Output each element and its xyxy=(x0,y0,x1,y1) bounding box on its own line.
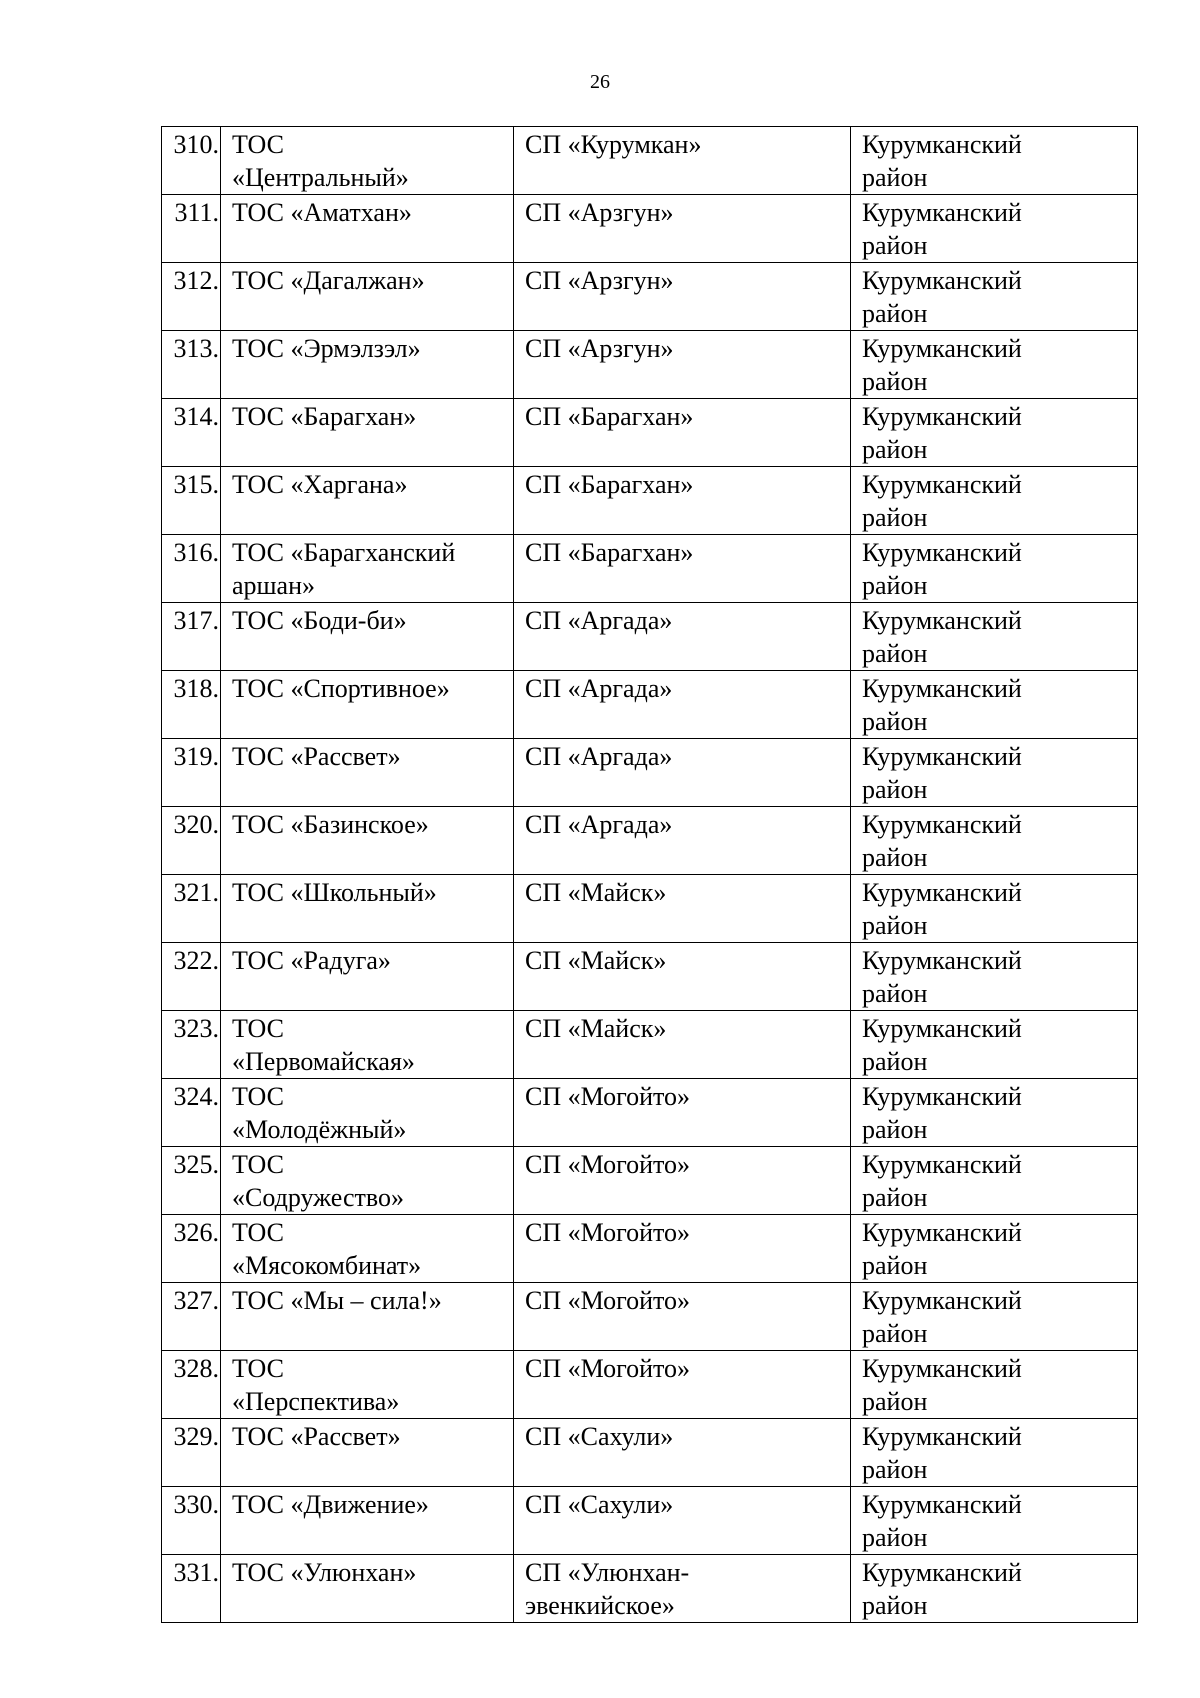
district-name-line: Курумканский xyxy=(862,198,1022,227)
settlement-name-cell xyxy=(514,1079,851,1147)
district-name-cell xyxy=(851,1147,1138,1215)
table-row xyxy=(162,1079,1138,1147)
district-name-cell xyxy=(851,195,1138,263)
settlement-name-line: СП «Курумкан» xyxy=(525,130,702,159)
district-name-line: Курумканский xyxy=(862,334,1022,363)
settlement-name-cell xyxy=(514,1011,851,1079)
row-number: 323. xyxy=(173,1014,219,1043)
tos-name-cell xyxy=(221,1487,514,1555)
settlement-name-cell xyxy=(514,943,851,1011)
tos-name-line: ТОС «Рассвет» xyxy=(232,742,401,771)
table-row xyxy=(162,807,1138,875)
settlement-name-line: СП «Могойто» xyxy=(525,1218,691,1247)
tos-name-cell xyxy=(221,467,514,535)
district-name-line: район xyxy=(862,231,928,260)
settlement-name-cell xyxy=(514,399,851,467)
row-number-cell xyxy=(162,603,221,671)
table-row xyxy=(162,1555,1138,1623)
table-row xyxy=(162,1283,1138,1351)
settlement-name-line: СП «Барагхан» xyxy=(525,538,694,567)
district-name-cell xyxy=(851,1351,1138,1419)
row-number-cell xyxy=(162,467,221,535)
settlement-name-line: СП «Могойто» xyxy=(525,1082,691,1111)
row-number-cell xyxy=(162,943,221,1011)
district-name-cell xyxy=(851,1555,1138,1623)
tos-name-line: ТОС xyxy=(232,1354,284,1383)
district-name-line: район xyxy=(862,1319,928,1348)
settlement-name-cell xyxy=(514,331,851,399)
row-number-cell xyxy=(162,1147,221,1215)
tos-name-cell xyxy=(221,1555,514,1623)
tos-name-line: ТОС xyxy=(232,1082,284,1111)
table-row xyxy=(162,535,1138,603)
district-name-line: Курумканский xyxy=(862,1218,1022,1247)
district-name-line: район xyxy=(862,299,928,328)
tos-name-cell xyxy=(221,127,514,195)
table-row xyxy=(162,739,1138,807)
settlement-name-line: СП «Аргада» xyxy=(525,810,673,839)
district-name-line: район xyxy=(862,911,928,940)
district-name-cell xyxy=(851,1419,1138,1487)
district-name-line: район xyxy=(862,1591,928,1620)
settlement-name-cell xyxy=(514,1419,851,1487)
district-name-line: район xyxy=(862,435,928,464)
settlement-name-line: СП «Барагхан» xyxy=(525,470,694,499)
settlement-name-line: СП «Сахули» xyxy=(525,1490,674,1519)
district-name-line: Курумканский xyxy=(862,878,1022,907)
row-number: 320. xyxy=(173,810,219,839)
district-name-line: район xyxy=(862,367,928,396)
tos-name-line: ТОС «Движение» xyxy=(232,1490,429,1519)
row-number-cell xyxy=(162,1011,221,1079)
row-number-cell xyxy=(162,1283,221,1351)
settlement-name-line: СП «Улюнхан- xyxy=(525,1558,690,1587)
row-number: 321. xyxy=(173,878,219,907)
tos-name-line: ТОС «Дагалжан» xyxy=(232,266,425,295)
district-name-cell xyxy=(851,1487,1138,1555)
row-number: 322. xyxy=(173,946,219,975)
district-name-cell xyxy=(851,739,1138,807)
settlement-name-cell xyxy=(514,195,851,263)
district-name-line: Курумканский xyxy=(862,1558,1022,1587)
tos-name-cell xyxy=(221,1011,514,1079)
tos-name-line: «Мясокомбинат» xyxy=(232,1251,422,1280)
tos-name-line: ТОС «Барагхан» xyxy=(232,402,417,431)
tos-name-line: «Центральный» xyxy=(232,163,409,192)
district-name-line: Курумканский xyxy=(862,1014,1022,1043)
tos-name-line: ТОС «Барагханский xyxy=(232,538,456,567)
district-name-line: район xyxy=(862,1455,928,1484)
district-name-cell xyxy=(851,127,1138,195)
district-name-line: район xyxy=(862,1047,928,1076)
tos-name-line: ТОС «Эрмэлзэл» xyxy=(232,334,421,363)
district-name-line: Курумканский xyxy=(862,130,1022,159)
settlement-name-line: СП «Майск» xyxy=(525,878,667,907)
district-name-line: Курумканский xyxy=(862,674,1022,703)
district-name-line: Курумканский xyxy=(862,1082,1022,1111)
settlement-name-line: СП «Аргада» xyxy=(525,606,673,635)
table-row xyxy=(162,1487,1138,1555)
settlement-name-cell xyxy=(514,807,851,875)
tos-name-cell xyxy=(221,195,514,263)
settlement-name-cell xyxy=(514,1555,851,1623)
row-number-cell xyxy=(162,875,221,943)
row-number-cell xyxy=(162,1419,221,1487)
tos-name-cell xyxy=(221,399,514,467)
district-name-cell xyxy=(851,263,1138,331)
row-number: 313. xyxy=(173,334,219,363)
settlement-name-cell xyxy=(514,1487,851,1555)
district-name-line: Курумканский xyxy=(862,538,1022,567)
tos-name-line: ТОС «Рассвет» xyxy=(232,1422,401,1451)
row-number: 317. xyxy=(173,606,219,635)
tos-name-line: ТОС «Школьный» xyxy=(232,878,437,907)
row-number: 328. xyxy=(173,1354,219,1383)
table-row xyxy=(162,671,1138,739)
table-row xyxy=(162,331,1138,399)
tos-name-cell xyxy=(221,1351,514,1419)
tos-name-cell xyxy=(221,875,514,943)
district-name-line: Курумканский xyxy=(862,1354,1022,1383)
row-number: 315. xyxy=(173,470,219,499)
settlement-name-cell xyxy=(514,1351,851,1419)
row-number-cell xyxy=(162,1487,221,1555)
district-name-line: Курумканский xyxy=(862,810,1022,839)
settlement-name-cell xyxy=(514,1147,851,1215)
district-name-line: Курумканский xyxy=(862,470,1022,499)
district-name-cell xyxy=(851,331,1138,399)
tos-name-line: «Содружество» xyxy=(232,1183,404,1212)
table-row xyxy=(162,875,1138,943)
district-name-line: Курумканский xyxy=(862,266,1022,295)
row-number: 311. xyxy=(174,198,219,227)
district-name-line: Курумканский xyxy=(862,742,1022,771)
settlement-name-line: СП «Арзгун» xyxy=(525,198,674,227)
tos-name-line: ТОС xyxy=(232,1014,284,1043)
row-number-cell xyxy=(162,263,221,331)
settlement-name-cell xyxy=(514,467,851,535)
settlement-name-cell xyxy=(514,263,851,331)
settlement-name-cell xyxy=(514,739,851,807)
district-name-line: Курумканский xyxy=(862,946,1022,975)
tos-name-line: ТОС «Боди-би» xyxy=(232,606,407,635)
tos-name-cell xyxy=(221,807,514,875)
table-row xyxy=(162,195,1138,263)
tos-name-line: аршан» xyxy=(232,571,316,600)
row-number: 316. xyxy=(173,538,219,567)
district-name-line: Курумканский xyxy=(862,402,1022,431)
district-name-line: Курумканский xyxy=(862,1422,1022,1451)
row-number-cell xyxy=(162,807,221,875)
settlement-name-line: СП «Майск» xyxy=(525,1014,667,1043)
row-number-cell xyxy=(162,1079,221,1147)
settlement-name-cell xyxy=(514,603,851,671)
district-name-line: район xyxy=(862,1251,928,1280)
district-name-cell xyxy=(851,535,1138,603)
row-number: 327. xyxy=(173,1286,219,1315)
tos-name-cell xyxy=(221,739,514,807)
settlement-name-line: СП «Могойто» xyxy=(525,1286,691,1315)
settlement-name-cell xyxy=(514,535,851,603)
district-name-line: Курумканский xyxy=(862,1286,1022,1315)
row-number: 310. xyxy=(173,130,219,159)
row-number: 329. xyxy=(173,1422,219,1451)
settlement-name-cell xyxy=(514,875,851,943)
district-name-line: район xyxy=(862,503,928,532)
table-row xyxy=(162,943,1138,1011)
tos-name-cell xyxy=(221,1283,514,1351)
district-name-line: Курумканский xyxy=(862,1490,1022,1519)
district-name-cell xyxy=(851,1011,1138,1079)
row-number: 325. xyxy=(173,1150,219,1179)
tos-name-cell xyxy=(221,1215,514,1283)
settlement-name-line: СП «Аргада» xyxy=(525,674,673,703)
row-number: 324. xyxy=(173,1082,219,1111)
table-row xyxy=(162,1011,1138,1079)
settlement-name-line: СП «Аргада» xyxy=(525,742,673,771)
district-name-line: район xyxy=(862,843,928,872)
row-number-cell xyxy=(162,535,221,603)
district-name-line: Курумканский xyxy=(862,606,1022,635)
tos-name-line: ТОС «Спортивное» xyxy=(232,674,450,703)
district-name-line: район xyxy=(862,571,928,600)
settlement-name-line: СП «Арзгун» xyxy=(525,266,674,295)
district-name-line: район xyxy=(862,1387,928,1416)
district-name-cell xyxy=(851,875,1138,943)
district-name-line: район xyxy=(862,979,928,1008)
district-name-line: район xyxy=(862,707,928,736)
row-number: 326. xyxy=(173,1218,219,1247)
table-row xyxy=(162,399,1138,467)
district-name-line: район xyxy=(862,1115,928,1144)
district-name-cell xyxy=(851,399,1138,467)
table-row xyxy=(162,1215,1138,1283)
row-number: 331. xyxy=(173,1558,219,1587)
table-row xyxy=(162,127,1138,195)
tos-name-cell xyxy=(221,1147,514,1215)
district-name-line: район xyxy=(862,163,928,192)
settlement-name-cell xyxy=(514,1283,851,1351)
tos-name-line: ТОС «Радуга» xyxy=(232,946,391,975)
settlement-name-cell xyxy=(514,1215,851,1283)
district-name-line: район xyxy=(862,1523,928,1552)
tos-name-cell xyxy=(221,535,514,603)
tos-table xyxy=(161,126,1138,1623)
table-row xyxy=(162,603,1138,671)
settlement-name-line: СП «Сахули» xyxy=(525,1422,674,1451)
row-number: 314. xyxy=(173,402,219,431)
tos-name-cell xyxy=(221,263,514,331)
table-row xyxy=(162,467,1138,535)
tos-name-cell xyxy=(221,603,514,671)
district-name-cell xyxy=(851,1215,1138,1283)
tos-name-cell xyxy=(221,943,514,1011)
table-row xyxy=(162,263,1138,331)
settlement-name-line: СП «Майск» xyxy=(525,946,667,975)
tos-name-line: ТОС «Базинское» xyxy=(232,810,429,839)
tos-name-line: ТОС xyxy=(232,1150,284,1179)
tos-name-line: ТОС «Аматхан» xyxy=(232,198,412,227)
row-number-cell xyxy=(162,1555,221,1623)
row-number-cell xyxy=(162,399,221,467)
district-name-line: район xyxy=(862,1183,928,1212)
tos-name-cell xyxy=(221,671,514,739)
tos-name-line: «Молодёжный» xyxy=(232,1115,407,1144)
tos-name-line: «Первомайская» xyxy=(232,1047,415,1076)
row-number: 319. xyxy=(173,742,219,771)
district-name-cell xyxy=(851,807,1138,875)
row-number-cell xyxy=(162,1351,221,1419)
district-name-line: Курумканский xyxy=(862,1150,1022,1179)
district-name-line: район xyxy=(862,639,928,668)
settlement-name-line: СП «Барагхан» xyxy=(525,402,694,431)
settlement-name-line: СП «Могойто» xyxy=(525,1150,691,1179)
row-number: 330. xyxy=(173,1490,219,1519)
tos-name-cell xyxy=(221,1419,514,1487)
district-name-cell xyxy=(851,671,1138,739)
settlement-name-line: эвенкийское» xyxy=(525,1591,675,1620)
tos-name-cell xyxy=(221,331,514,399)
tos-name-line: ТОС «Харгана» xyxy=(232,470,408,499)
page-number: 26 xyxy=(590,71,610,93)
settlement-name-line: СП «Арзгун» xyxy=(525,334,674,363)
district-name-cell xyxy=(851,603,1138,671)
district-name-cell xyxy=(851,467,1138,535)
district-name-cell xyxy=(851,1283,1138,1351)
tos-name-line: ТОС xyxy=(232,1218,284,1247)
row-number-cell xyxy=(162,195,221,263)
district-name-line: район xyxy=(862,775,928,804)
district-name-cell xyxy=(851,943,1138,1011)
tos-name-cell xyxy=(221,1079,514,1147)
tos-name-line: ТОС «Мы – сила!» xyxy=(232,1286,442,1315)
row-number: 312. xyxy=(173,266,219,295)
tos-table-body xyxy=(162,127,1138,1623)
table-row xyxy=(162,1351,1138,1419)
row-number: 318. xyxy=(173,674,219,703)
district-name-cell xyxy=(851,1079,1138,1147)
settlement-name-line: СП «Могойто» xyxy=(525,1354,691,1383)
row-number-cell xyxy=(162,127,221,195)
row-number-cell xyxy=(162,1215,221,1283)
table-row xyxy=(162,1147,1138,1215)
row-number-cell xyxy=(162,671,221,739)
row-number-cell xyxy=(162,331,221,399)
tos-name-line: ТОС xyxy=(232,130,284,159)
settlement-name-cell xyxy=(514,671,851,739)
tos-name-line: «Перспектива» xyxy=(232,1387,400,1416)
table-row xyxy=(162,1419,1138,1487)
settlement-name-cell xyxy=(514,127,851,195)
row-number-cell xyxy=(162,739,221,807)
tos-name-line: ТОС «Улюнхан» xyxy=(232,1558,417,1587)
